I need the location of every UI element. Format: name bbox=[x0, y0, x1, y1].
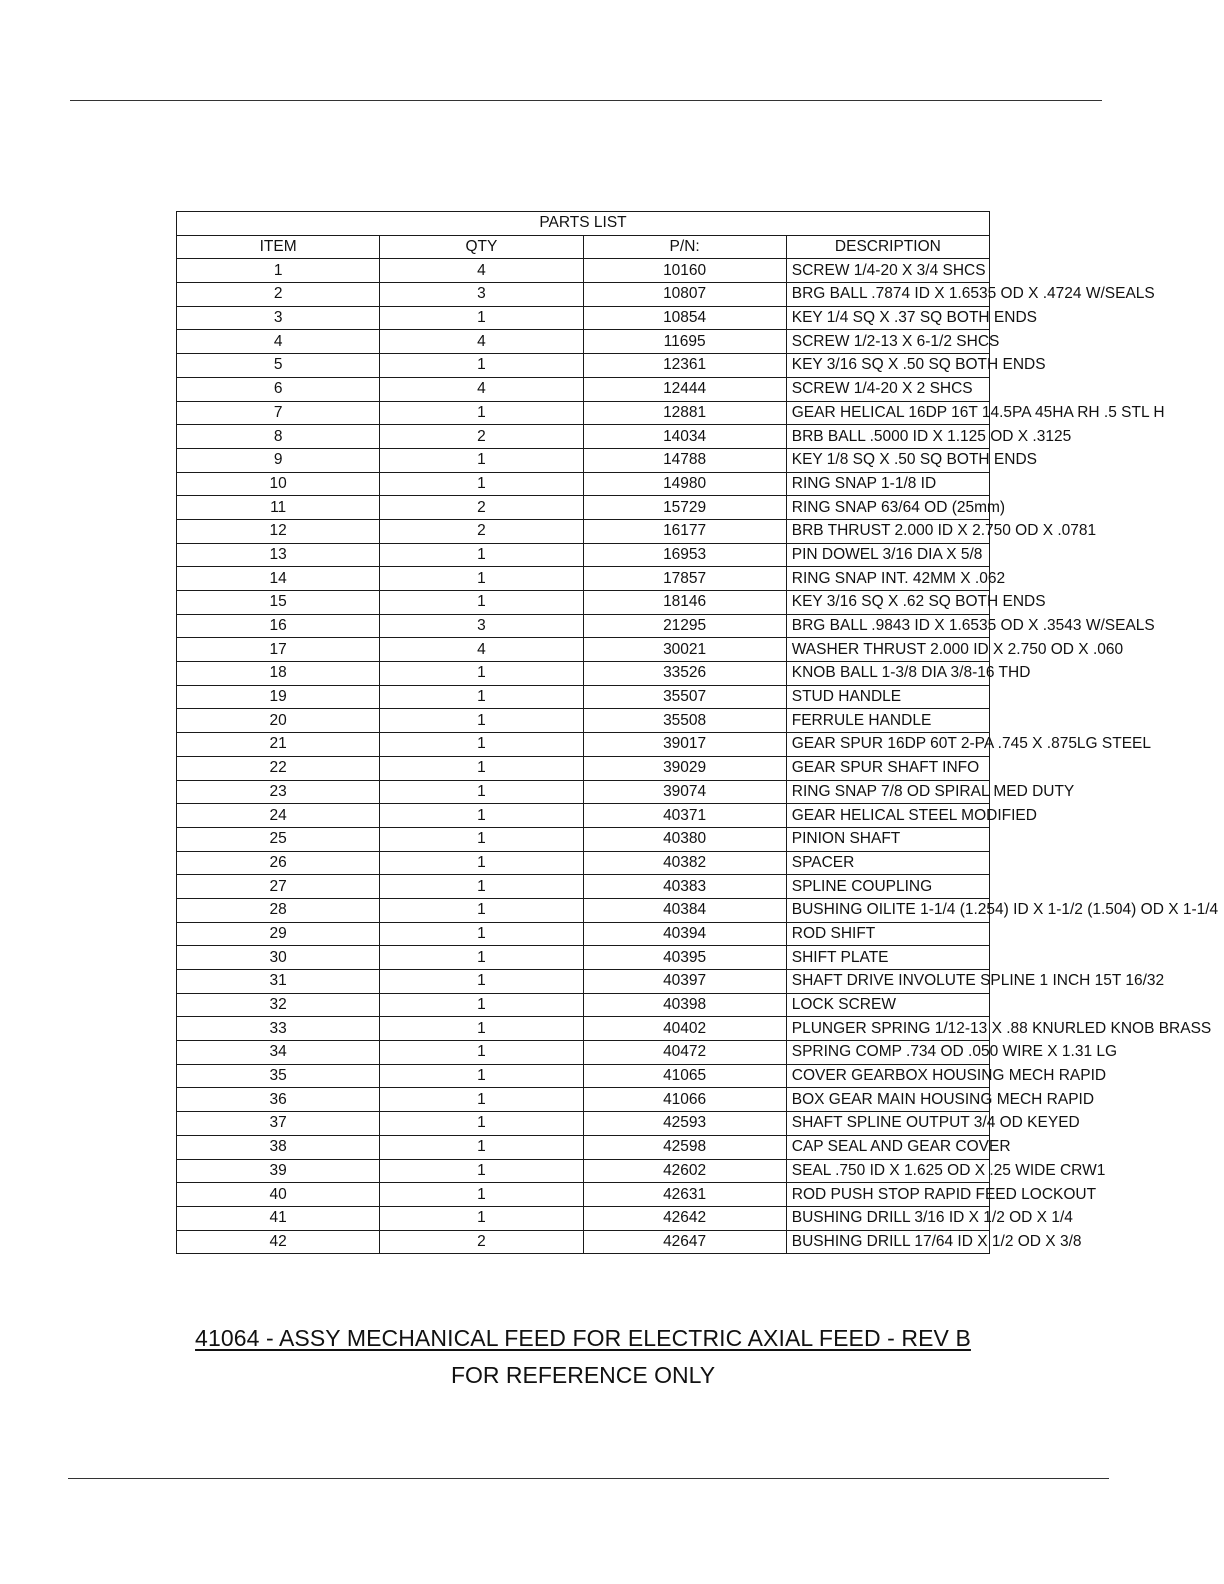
cell-part-number: 42647 bbox=[583, 1230, 786, 1254]
footer-rule bbox=[68, 1478, 1109, 1479]
cell-description: RING SNAP 63/64 OD (25mm) bbox=[786, 496, 989, 520]
cell-part-number: 14788 bbox=[583, 448, 786, 472]
cell-part-number: 39017 bbox=[583, 733, 786, 757]
cell-description: BUSHING OILITE 1-1/4 (1.254) ID X 1-1/2 (1.504) OD X 1-1/4 bbox=[786, 898, 989, 922]
cell-item: 26 bbox=[177, 851, 380, 875]
cell-item: 17 bbox=[177, 638, 380, 662]
cell-item: 33 bbox=[177, 1017, 380, 1041]
cell-part-number: 40371 bbox=[583, 804, 786, 828]
cell-part-number: 42593 bbox=[583, 1112, 786, 1136]
table-row bbox=[177, 543, 990, 567]
cell-description: PLUNGER SPRING 1/12-13 X .88 KNURLED KNOB BRASS bbox=[786, 1017, 989, 1041]
cell-item: 28 bbox=[177, 898, 380, 922]
cell-qty: 1 bbox=[380, 1064, 583, 1088]
cell-part-number: 42631 bbox=[583, 1183, 786, 1207]
cell-description: CAP SEAL AND GEAR COVER bbox=[786, 1135, 989, 1159]
cell-description: STUD HANDLE bbox=[786, 685, 989, 709]
cell-qty: 1 bbox=[380, 1183, 583, 1207]
cell-item: 3 bbox=[177, 306, 380, 330]
cell-description: SHAFT DRIVE INVOLUTE SPLINE 1 INCH 15T 16/32 bbox=[786, 970, 989, 994]
cell-item: 36 bbox=[177, 1088, 380, 1112]
cell-qty: 1 bbox=[380, 827, 583, 851]
table-row bbox=[177, 1183, 990, 1207]
column-header-pn: P/N: bbox=[583, 235, 786, 259]
cell-part-number: 11695 bbox=[583, 330, 786, 354]
cell-part-number: 35508 bbox=[583, 709, 786, 733]
cell-qty: 1 bbox=[380, 543, 583, 567]
cell-item: 14 bbox=[177, 567, 380, 591]
cell-description: BUSHING DRILL 3/16 ID X 1/2 OD X 1/4 bbox=[786, 1206, 989, 1230]
cell-description: FERRULE HANDLE bbox=[786, 709, 989, 733]
cell-qty: 2 bbox=[380, 1230, 583, 1254]
cell-item: 16 bbox=[177, 614, 380, 638]
cell-qty: 2 bbox=[380, 425, 583, 449]
cell-part-number: 40395 bbox=[583, 946, 786, 970]
cell-description: PINION SHAFT bbox=[786, 827, 989, 851]
cell-item: 22 bbox=[177, 756, 380, 780]
cell-item: 7 bbox=[177, 401, 380, 425]
cell-qty: 1 bbox=[380, 851, 583, 875]
cell-part-number: 40397 bbox=[583, 970, 786, 994]
cell-part-number: 10854 bbox=[583, 306, 786, 330]
table-row bbox=[177, 993, 990, 1017]
table-header-row bbox=[177, 235, 990, 259]
cell-item: 15 bbox=[177, 591, 380, 615]
cell-description: KEY 1/8 SQ X .50 SQ BOTH ENDS bbox=[786, 448, 989, 472]
cell-description: SCREW 1/4-20 X 3/4 SHCS bbox=[786, 259, 989, 283]
cell-part-number: 14034 bbox=[583, 425, 786, 449]
cell-qty: 1 bbox=[380, 1112, 583, 1136]
table-row bbox=[177, 283, 990, 307]
cell-description: RING SNAP 7/8 OD SPIRAL MED DUTY bbox=[786, 780, 989, 804]
cell-qty: 1 bbox=[380, 756, 583, 780]
table-row bbox=[177, 614, 990, 638]
cell-description: COVER GEARBOX HOUSING MECH RAPID bbox=[786, 1064, 989, 1088]
cell-description: SPLINE COUPLING bbox=[786, 875, 989, 899]
cell-part-number: 42598 bbox=[583, 1135, 786, 1159]
cell-description: BRB THRUST 2.000 ID X 2.750 OD X .0781 bbox=[786, 519, 989, 543]
cell-description: RING SNAP INT. 42MM X .062 bbox=[786, 567, 989, 591]
cell-qty: 1 bbox=[380, 1159, 583, 1183]
cell-item: 24 bbox=[177, 804, 380, 828]
table-row bbox=[177, 875, 990, 899]
cell-qty: 1 bbox=[380, 709, 583, 733]
cell-part-number: 18146 bbox=[583, 591, 786, 615]
cell-qty: 1 bbox=[380, 970, 583, 994]
cell-description: GEAR SPUR 16DP 60T 2-PA .745 X .875LG STEEL bbox=[786, 733, 989, 757]
cell-part-number: 16953 bbox=[583, 543, 786, 567]
cell-part-number: 15729 bbox=[583, 496, 786, 520]
cell-description: BRG BALL .7874 ID X 1.6535 OD X .4724 W/SEALS bbox=[786, 283, 989, 307]
cell-part-number: 40384 bbox=[583, 898, 786, 922]
table-row bbox=[177, 804, 990, 828]
cell-qty: 1 bbox=[380, 472, 583, 496]
table-row bbox=[177, 567, 990, 591]
cell-description: KEY 3/16 SQ X .62 SQ BOTH ENDS bbox=[786, 591, 989, 615]
cell-qty: 1 bbox=[380, 685, 583, 709]
table-row bbox=[177, 1017, 990, 1041]
table-row bbox=[177, 425, 990, 449]
cell-item: 20 bbox=[177, 709, 380, 733]
cell-qty: 2 bbox=[380, 496, 583, 520]
cell-item: 19 bbox=[177, 685, 380, 709]
cell-item: 31 bbox=[177, 970, 380, 994]
cell-item: 4 bbox=[177, 330, 380, 354]
table-row bbox=[177, 519, 990, 543]
cell-qty: 4 bbox=[380, 377, 583, 401]
parts-list-body bbox=[177, 259, 1219, 1254]
cell-description: KNOB BALL 1-3/8 DIA 3/8-16 THD bbox=[786, 662, 989, 686]
cell-part-number: 40472 bbox=[583, 1041, 786, 1065]
cell-part-number: 12881 bbox=[583, 401, 786, 425]
cell-description: BRB BALL .5000 ID X 1.125 OD X .3125 bbox=[786, 425, 989, 449]
cell-item: 35 bbox=[177, 1064, 380, 1088]
cell-qty: 1 bbox=[380, 733, 583, 757]
cell-item: 27 bbox=[177, 875, 380, 899]
table-row bbox=[177, 259, 990, 283]
cell-description: GEAR HELICAL STEEL MODIFIED bbox=[786, 804, 989, 828]
cell-qty: 1 bbox=[380, 1017, 583, 1041]
cell-qty: 1 bbox=[380, 946, 583, 970]
cell-part-number: 40382 bbox=[583, 851, 786, 875]
cell-item: 25 bbox=[177, 827, 380, 851]
cell-part-number: 14980 bbox=[583, 472, 786, 496]
table-row bbox=[177, 685, 990, 709]
table-row bbox=[177, 970, 990, 994]
cell-description: ROD SHIFT bbox=[786, 922, 989, 946]
cell-part-number: 39074 bbox=[583, 780, 786, 804]
table-row bbox=[177, 377, 990, 401]
cell-qty: 1 bbox=[380, 306, 583, 330]
cell-item: 1 bbox=[177, 259, 380, 283]
cell-qty: 1 bbox=[380, 875, 583, 899]
cell-item: 12 bbox=[177, 519, 380, 543]
table-row bbox=[177, 662, 990, 686]
cell-qty: 1 bbox=[380, 662, 583, 686]
cell-qty: 1 bbox=[380, 401, 583, 425]
cell-part-number: 42642 bbox=[583, 1206, 786, 1230]
cell-item: 2 bbox=[177, 283, 380, 307]
table-row bbox=[177, 401, 990, 425]
table-row bbox=[177, 756, 990, 780]
cell-item: 10 bbox=[177, 472, 380, 496]
cell-part-number: 12361 bbox=[583, 354, 786, 378]
cell-description: SCREW 1/4-20 X 2 SHCS bbox=[786, 377, 989, 401]
table-row bbox=[177, 851, 990, 875]
cell-item: 41 bbox=[177, 1206, 380, 1230]
cell-part-number: 17857 bbox=[583, 567, 786, 591]
cell-description: PIN DOWEL 3/16 DIA X 5/8 bbox=[786, 543, 989, 567]
table-row bbox=[177, 780, 990, 804]
cell-qty: 1 bbox=[380, 448, 583, 472]
cell-item: 34 bbox=[177, 1041, 380, 1065]
cell-qty: 1 bbox=[380, 1041, 583, 1065]
cell-qty: 1 bbox=[380, 898, 583, 922]
cell-item: 8 bbox=[177, 425, 380, 449]
cell-qty: 1 bbox=[380, 780, 583, 804]
cell-qty: 1 bbox=[380, 993, 583, 1017]
cell-item: 40 bbox=[177, 1183, 380, 1207]
cell-part-number: 10160 bbox=[583, 259, 786, 283]
cell-part-number: 40383 bbox=[583, 875, 786, 899]
cell-qty: 2 bbox=[380, 519, 583, 543]
cell-part-number: 42602 bbox=[583, 1159, 786, 1183]
cell-qty: 1 bbox=[380, 922, 583, 946]
cell-part-number: 41065 bbox=[583, 1064, 786, 1088]
cell-qty: 4 bbox=[380, 259, 583, 283]
cell-item: 9 bbox=[177, 448, 380, 472]
parts-list-table bbox=[176, 211, 1219, 1254]
table-row bbox=[177, 1041, 990, 1065]
table-row bbox=[177, 638, 990, 662]
cell-item: 18 bbox=[177, 662, 380, 686]
cell-part-number: 16177 bbox=[583, 519, 786, 543]
cell-qty: 4 bbox=[380, 330, 583, 354]
table-row bbox=[177, 354, 990, 378]
table-row bbox=[177, 1088, 990, 1112]
cell-qty: 3 bbox=[380, 283, 583, 307]
cell-qty: 3 bbox=[380, 614, 583, 638]
cell-description: BUSHING DRILL 17/64 ID X 1/2 OD X 3/8 bbox=[786, 1230, 989, 1254]
cell-item: 6 bbox=[177, 377, 380, 401]
table-row bbox=[177, 1159, 990, 1183]
column-header-description: DESCRIPTION bbox=[786, 235, 989, 259]
table-row bbox=[177, 922, 990, 946]
table-row bbox=[177, 591, 990, 615]
table-row bbox=[177, 1064, 990, 1088]
cell-qty: 1 bbox=[380, 1206, 583, 1230]
assembly-title: 41064 - ASSY MECHANICAL FEED FOR ELECTRIC AXIAL FEED - REV B bbox=[195, 1325, 971, 1351]
cell-description: KEY 3/16 SQ X .50 SQ BOTH ENDS bbox=[786, 354, 989, 378]
cell-item: 39 bbox=[177, 1159, 380, 1183]
cell-description: BRG BALL .9843 ID X 1.6535 OD X .3543 W/SEALS bbox=[786, 614, 989, 638]
cell-part-number: 10807 bbox=[583, 283, 786, 307]
table-title-row bbox=[177, 212, 990, 236]
cell-part-number: 21295 bbox=[583, 614, 786, 638]
reference-note: FOR REFERENCE ONLY bbox=[450, 1362, 716, 1388]
cell-qty: 1 bbox=[380, 1088, 583, 1112]
cell-part-number: 40402 bbox=[583, 1017, 786, 1041]
cell-description: SCREW 1/2-13 X 6-1/2 SHCS bbox=[786, 330, 989, 354]
cell-description: LOCK SCREW bbox=[786, 993, 989, 1017]
cell-description: SPRING COMP .734 OD .050 WIRE X 1.31 LG bbox=[786, 1041, 989, 1065]
cell-qty: 1 bbox=[380, 354, 583, 378]
table-row bbox=[177, 733, 990, 757]
cell-item: 29 bbox=[177, 922, 380, 946]
table-row bbox=[177, 709, 990, 733]
cell-description: GEAR HELICAL 16DP 16T 14.5PA 45HA RH .5 STL H bbox=[786, 401, 989, 425]
cell-item: 38 bbox=[177, 1135, 380, 1159]
table-row bbox=[177, 472, 990, 496]
cell-part-number: 41066 bbox=[583, 1088, 786, 1112]
cell-part-number: 40398 bbox=[583, 993, 786, 1017]
cell-item: 23 bbox=[177, 780, 380, 804]
cell-description: GEAR SPUR SHAFT INFO bbox=[786, 756, 989, 780]
cell-description: SPACER bbox=[786, 851, 989, 875]
table-row bbox=[177, 496, 990, 520]
cell-qty: 1 bbox=[380, 591, 583, 615]
cell-part-number: 40380 bbox=[583, 827, 786, 851]
cell-item: 11 bbox=[177, 496, 380, 520]
cell-description: WASHER THRUST 2.000 ID X 2.750 OD X .060 bbox=[786, 638, 989, 662]
cell-item: 13 bbox=[177, 543, 380, 567]
table-row bbox=[177, 827, 990, 851]
cell-part-number: 33526 bbox=[583, 662, 786, 686]
cell-part-number: 40394 bbox=[583, 922, 786, 946]
cell-part-number: 30021 bbox=[583, 638, 786, 662]
cell-item: 30 bbox=[177, 946, 380, 970]
cell-description: SHAFT SPLINE OUTPUT 3/4 OD KEYED bbox=[786, 1112, 989, 1136]
header-rule bbox=[70, 100, 1102, 101]
cell-description: SHIFT PLATE bbox=[786, 946, 989, 970]
cell-part-number: 39029 bbox=[583, 756, 786, 780]
cell-description: KEY 1/4 SQ X .37 SQ BOTH ENDS bbox=[786, 306, 989, 330]
table-row bbox=[177, 898, 990, 922]
cell-item: 37 bbox=[177, 1112, 380, 1136]
cell-description: SEAL .750 ID X 1.625 OD X .25 WIDE CRW1 bbox=[786, 1159, 989, 1183]
table-row bbox=[177, 1230, 990, 1254]
cell-item: 5 bbox=[177, 354, 380, 378]
cell-item: 32 bbox=[177, 993, 380, 1017]
cell-part-number: 35507 bbox=[583, 685, 786, 709]
table-row bbox=[177, 1206, 990, 1230]
table-row bbox=[177, 330, 990, 354]
cell-item: 42 bbox=[177, 1230, 380, 1254]
cell-qty: 1 bbox=[380, 567, 583, 591]
table-row bbox=[177, 448, 990, 472]
cell-description: BOX GEAR MAIN HOUSING MECH RAPID bbox=[786, 1088, 989, 1112]
table-row bbox=[177, 1135, 990, 1159]
cell-item: 21 bbox=[177, 733, 380, 757]
parts-list-title: PARTS LIST bbox=[177, 212, 990, 236]
table-row bbox=[177, 946, 990, 970]
cell-qty: 1 bbox=[380, 1135, 583, 1159]
column-header-item: ITEM bbox=[177, 235, 380, 259]
cell-description: RING SNAP 1-1/8 ID bbox=[786, 472, 989, 496]
table-row bbox=[177, 1112, 990, 1136]
cell-part-number: 12444 bbox=[583, 377, 786, 401]
table-row bbox=[177, 306, 990, 330]
cell-qty: 4 bbox=[380, 638, 583, 662]
cell-description: ROD PUSH STOP RAPID FEED LOCKOUT bbox=[786, 1183, 989, 1207]
column-header-qty: QTY bbox=[380, 235, 583, 259]
cell-qty: 1 bbox=[380, 804, 583, 828]
